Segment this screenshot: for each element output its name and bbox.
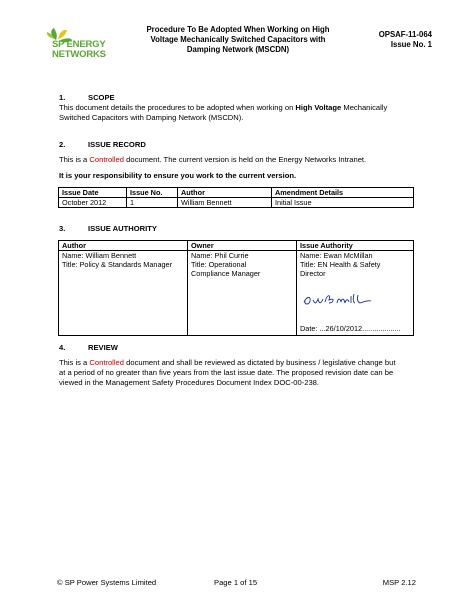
table-header-cell: Author	[59, 241, 188, 251]
footer-copyright: © SP Power Systems Limited	[57, 578, 157, 587]
table-row	[59, 251, 414, 336]
table-header-cell: Owner	[188, 241, 297, 251]
issue-authority-cell: Name: Ewan McMillan Title: EN Health & Safety Director Date: ...26/10/2012...................	[297, 251, 414, 336]
owner-cell: Name: Phil Currie Title: Operational Compliance Manager	[188, 251, 297, 336]
section-heading-issue-record: 2. ISSUE RECORD	[59, 140, 146, 149]
section-heading-review: 4. REVIEW	[59, 343, 118, 352]
review-text: This is a Controlled document and shall be reviewed as dictated by business / legislative change but at a period of no greater than five years from the last issue date. The proposed revision date can be viewed in the Management Safety Procedures Document Index DOC-00-238.	[59, 358, 396, 387]
table-cell: William Bennett	[178, 198, 272, 208]
document-number: OPSAF-11-064	[378, 30, 432, 39]
issue-authority-table	[58, 240, 414, 336]
issue-number: Issue No. 1	[390, 40, 432, 49]
logo-text: SP ENERGY NETWORKS	[52, 39, 106, 60]
author-cell: Name: William Bennett Title: Policy & Standards Manager	[59, 251, 188, 336]
table-header-row	[59, 241, 414, 251]
table-header-row	[59, 188, 414, 198]
document-title: Procedure To Be Adopted When Working on High Voltage Mechanically Switched Capacitors with Damping Network (MSCDN)	[146, 25, 330, 54]
company-logo	[44, 26, 124, 66]
signature-image	[301, 290, 377, 310]
footer-page-number: Page 1 of 15	[214, 578, 258, 587]
footer-msp: MSP 2.12	[382, 578, 416, 587]
table-row	[59, 198, 414, 208]
table-header-cell: Amendment Details	[272, 188, 414, 198]
responsibility-note: It is your responsibility to ensure you work to the current version.	[59, 171, 297, 180]
signature-date: Date: ...26/10/2012...................	[300, 324, 401, 333]
table-cell: 1	[127, 198, 178, 208]
issue-record-table	[58, 187, 414, 208]
table-cell: Initial Issue	[272, 198, 414, 208]
scope-text: This document details the procedures to be adopted when working on High Voltage Mechanically Switched Capacitors with Damping Network (MSCDN).	[59, 103, 388, 122]
table-header-cell: Issue Authority	[297, 241, 414, 251]
table-header-cell: Author	[178, 188, 272, 198]
section-heading-scope: 1. SCOPE	[59, 93, 115, 102]
table-header-cell: Issue Date	[59, 188, 127, 198]
table-cell: October 2012	[59, 198, 127, 208]
issue-record-text: This is a Controlled document. The current version is held on the Energy Networks Intranet.	[59, 155, 367, 164]
document-reference	[350, 30, 432, 50]
section-heading-issue-authority: 3. ISSUE AUTHORITY	[59, 224, 157, 233]
table-header-cell: Issue No.	[127, 188, 178, 198]
